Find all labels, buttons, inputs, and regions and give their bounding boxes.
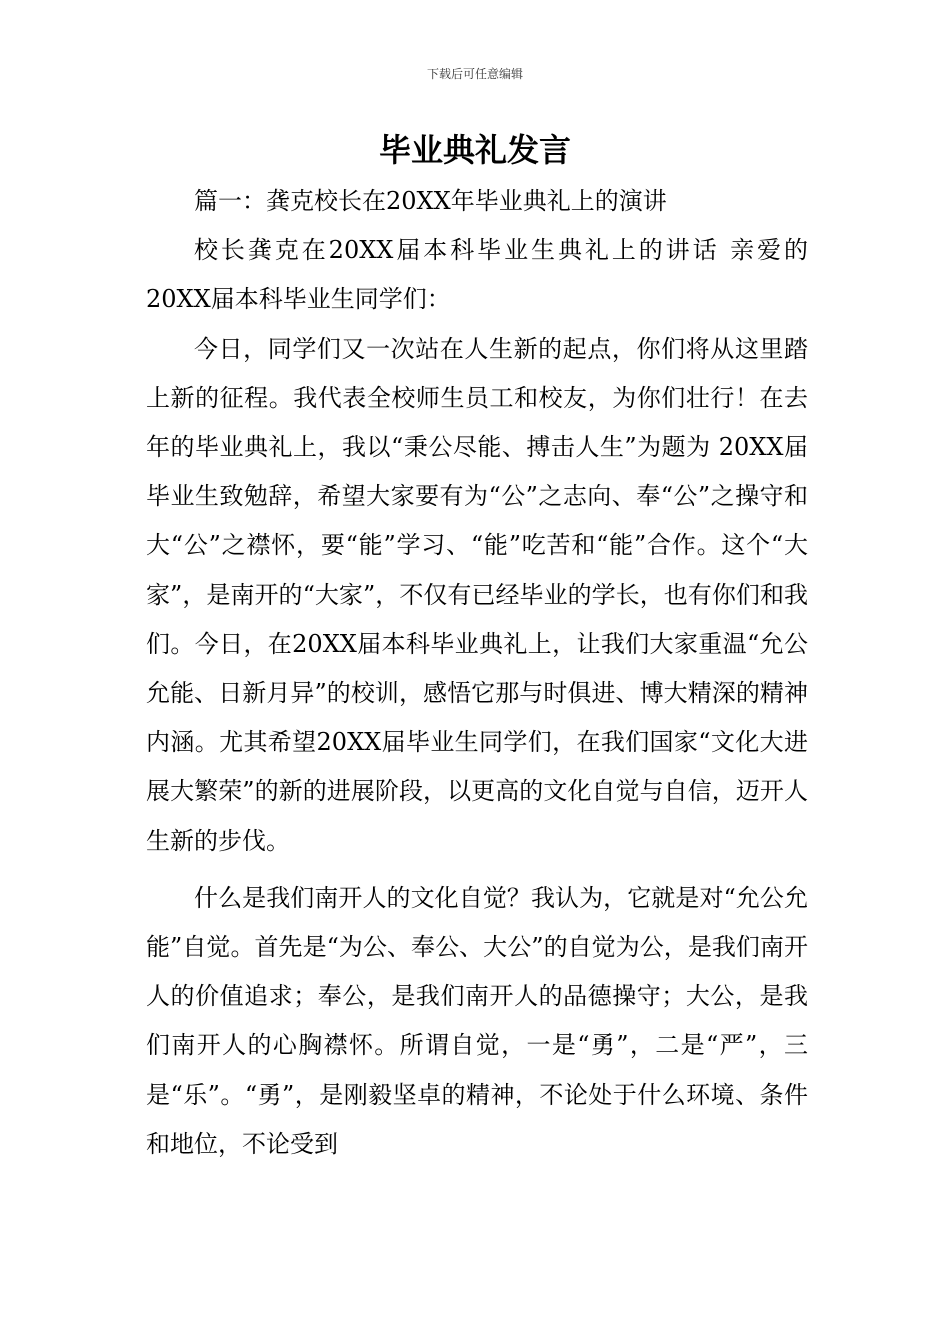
paragraph-body: 今日，同学们又一次站在人生新的起点，你们将从这里踏上新的征程。我代表全校师生员工和校友，为你们壮行！在去年的毕业典礼上，我以“秉公尽能、搏击人生”为题为 20XX届毕业生致勉辞，希望大家要有为“公”之志向、奉“公”之操守和大“公”之襟怀，要“能”学习、“能”吃苦和“能”合作。这个“大家”，是南开的“大家”，不仅有已经毕业的学长，也有你们和我们。今日，在20XX届本科毕业典礼上，让我们大家重温“允公允能、日新月异”的校训，感悟它那与时俱进、博大精深的精神内涵。尤其希望20XX届毕业生同学们，在我们国家“文化大进展大繁荣”的新的进展阶段，以更高的文化自觉与自信，迈开人生新的步伐。 <box>146 334 808 855</box>
header-note: 下载后可任意编辑 <box>426 67 523 81</box>
paragraph-subtitle: 篇一：龚克校长在20XX年毕业典礼上的演讲 <box>194 187 667 215</box>
paragraph-body: 什么是我们南开人的文化自觉？我认为，它就是对“允公允能”自觉。首先是“为公、奉公、大公”的自觉为公，是我们南开人的价值追求；奉公，是我们南开人的品德操守；大公，是我们南开人的心胸襟怀。所谓自觉，一是“勇”，二是“严”，三是“乐”。“勇”，是刚毅坚卓的精神，不论处于什么环境、条件和地位，不论受到 <box>146 883 808 1158</box>
document-title: 毕业典礼发言 <box>378 131 571 169</box>
paragraph-greeting: 校长龚克在20XX届本科毕业生典礼上的讲话 亲爱的20XX届本科毕业生同学们： <box>146 236 808 314</box>
document-body <box>146 177 808 1169</box>
